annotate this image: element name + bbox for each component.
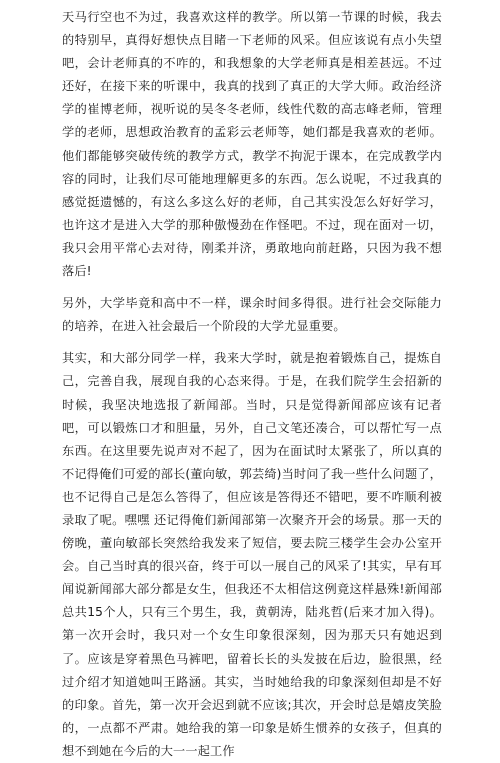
body-text [62,6,442,763]
paragraph-teachers: 天马行空也不为过，我喜欢这样的教学。所以第一节课的时候，我去的特别早，真得好想快点目睹一下老师的风采。但应该说有点小失望吧，会计老师真的不咋的，和我想象的大学老师真是相差甚远。不过还好，在接下来的听课中，我真的找到了真正的大学大师。政治经济学的崔博老师，视听说的吴冬冬老师，线性代数的高志峰老师，管理学的老师，思想政治教育的孟彩云老师等，她们都是我喜欢的老师。他们都能够突破传统的教学方式，教学不拘泥于课本，在完成教学内容的同时，让我们尽可能地理解更多的东西。怎么说呢，不过我真的感觉挺遗憾的，有这么多这么好的老师，自己其实没怎么好好学习，也许这才是进入大学的那种傲慢劲在作怪吧。不过，现在面对一切，我只会用平常心去对待，刚柔并济，勇敢地向前赶路，只因为我不想落后! [62,10,442,279]
paragraph-news-department: 其实，和大部分同学一样，我来大学时，就是抱着锻炼自己，提炼自己，完善自我，展现自我的心态来得。于是，在我们院学生会招新的时候，我坚决地选报了新闻部。当时，只是觉得新闻部应该有记者吧，可以锻炼口才和胆量，另外，自己文笔还凑合，可以帮忙写一点东西。在这里要先说声对不起了，因为在面试时太紧张了，所以真的不记得俺们可爱的部长(董向敏，郭芸绮)当时问了我一些什么问题了，也不记得自己是怎么答得了，但应该是答得还不错吧，要不咋顺利被录取了呢。嘿嘿 还记得俺们新闻部第一次聚齐开会的场景。那一天的傍晚，董向敏部长突然给我发来了短信，要去院三楼学生会办公室开会。自己当时真的很兴奋，终于可以一展自己的风采了!其实，早有耳闻说新闻部大部分都是女生，但我还不太相信这例竟这样悬殊!新闻部总共15个人，只有三个男生，我，黄朝涛，陆兆哲(后来才加入得)。 第一次开会时，我只对一个女生印象很深刻，因为那天只有她迟到了。应该是穿着黑色马裤吧，留着长长的头发披在后边，脸很黑，经过介绍才知道她叫王路涵。其实，当时她给我的印象深刻但却是不好的印象。首先，第一次开会迟到就不应该;其次，开会时总是嬉皮笑脸的，一点都不严肃。她给我的第一印象是娇生惯养的女孩子，但真的想不到她在今后的大一一起工作 [62,351,442,758]
paragraph-spacer [62,338,442,347]
paragraph-social-skills: 另外，大学毕竟和高中不一样，课余时间多得很。进行社会交际能力的培养，在进入社会最后一个阶段的大学尤显重要。 [62,296,442,334]
paragraph-spacer [62,283,442,292]
